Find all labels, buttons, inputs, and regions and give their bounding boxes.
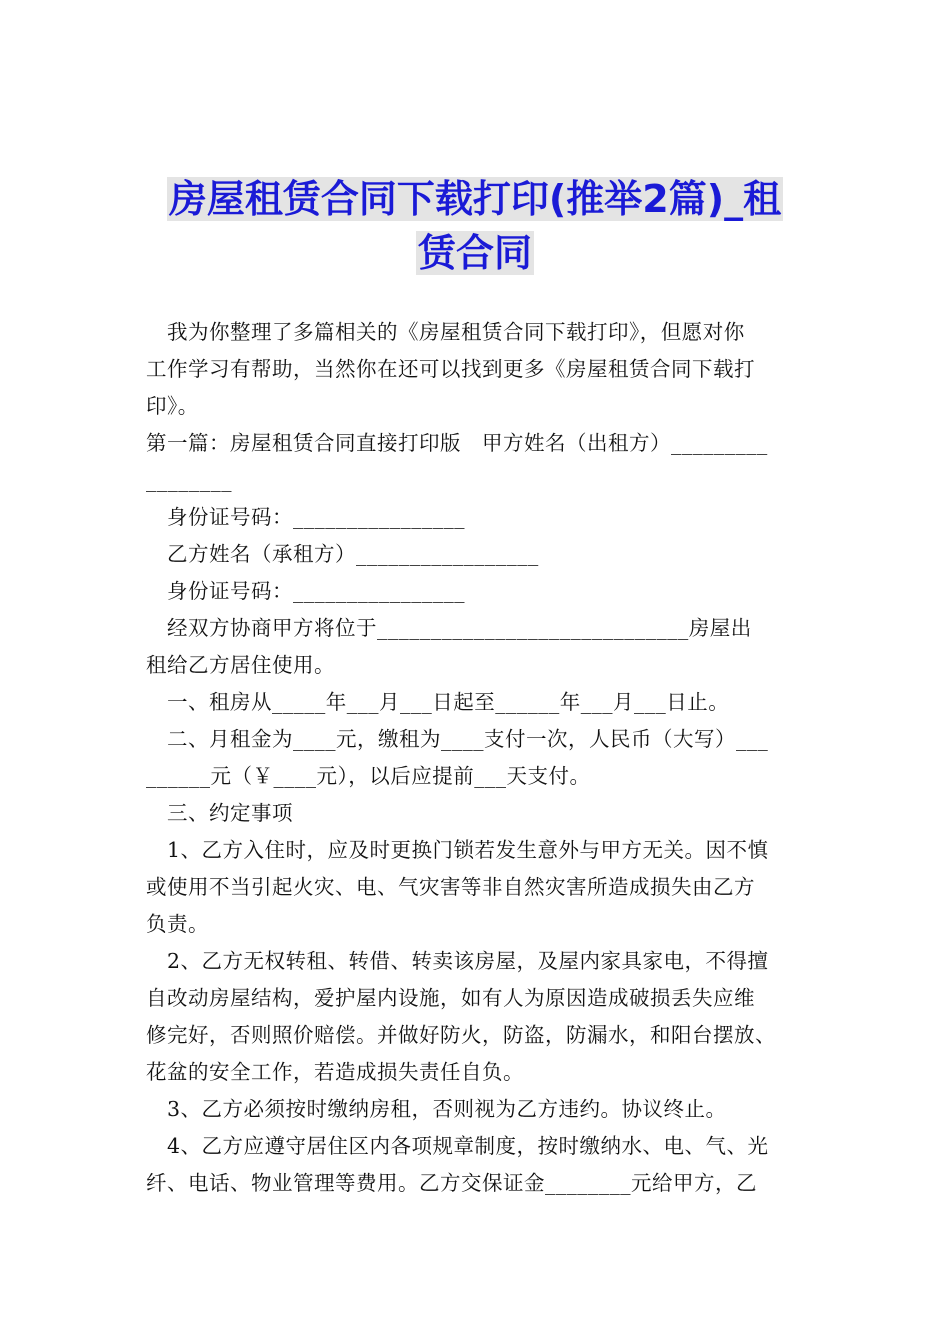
body-line: 身份证号码：________________ <box>146 579 465 603</box>
title-line-1: 房屋租赁合同下载打印(推举2篇)_租 <box>168 177 782 221</box>
body-line: 4、乙方应遵守居住区内各项规章制度，按时缴纳水、电、气、光 <box>146 1134 769 1158</box>
body-line: 3、乙方必须按时缴纳房租，否则视为乙方违约。协议终止。 <box>146 1097 727 1121</box>
body-line: 二、月租金为____元，缴租为____支付一次，人民币（大写）___ <box>146 727 769 751</box>
body-line: 修完好，否则照价赔偿。并做好防火，防盗，防漏水，和阳台摆放、 <box>146 1023 776 1047</box>
body-line: 第一篇：房屋租赁合同直接打印版 甲方姓名（出租方）_________ <box>146 431 768 455</box>
body-line: 工作学习有帮助，当然你在还可以找到更多《房屋租赁合同下载打 <box>146 357 755 381</box>
document-title <box>110 172 840 280</box>
body-line: 或使用不当引起火灾、电、气灾害等非自然灾害所造成损失由乙方 <box>146 875 755 899</box>
body-line: ______元（￥____元），以后应提前___天支付。 <box>146 764 591 788</box>
body-line: 乙方姓名（承租方）_________________ <box>146 542 539 566</box>
title-line-2: 赁合同 <box>417 231 532 275</box>
body-line: 1、乙方入住时，应及时更换门锁若发生意外与甲方无关。因不慎 <box>146 838 769 862</box>
body-line: 我为你整理了多篇相关的《房屋租赁合同下载打印》，但愿对你 <box>146 320 745 344</box>
body-line: 2、乙方无权转租、转借、转卖该房屋，及屋内家具家电，不得擅 <box>146 949 769 973</box>
body-line: 纤、电话、物业管理等费用。乙方交保证金________元给甲方，乙 <box>146 1171 757 1195</box>
body-line: ________ <box>146 468 232 492</box>
body-line: 自改动房屋结构，爱护屋内设施，如有人为原因造成破损丢失应维 <box>146 986 755 1010</box>
body-line: 经双方协商甲方将位于_____________________________房屋出 <box>146 616 752 640</box>
body-line: 花盆的安全工作，若造成损失责任自负。 <box>146 1060 524 1084</box>
body-line: 一、租房从_____年___月___日起至______年___月___日止。 <box>146 690 730 714</box>
body-line: 三、约定事项 <box>146 801 293 825</box>
body-line: 印》。 <box>146 394 199 418</box>
body-line: 租给乙方居住使用。 <box>146 653 335 677</box>
body-line: 身份证号码：________________ <box>146 505 465 529</box>
body-line: 负责。 <box>146 912 209 936</box>
document-body <box>146 314 818 1202</box>
